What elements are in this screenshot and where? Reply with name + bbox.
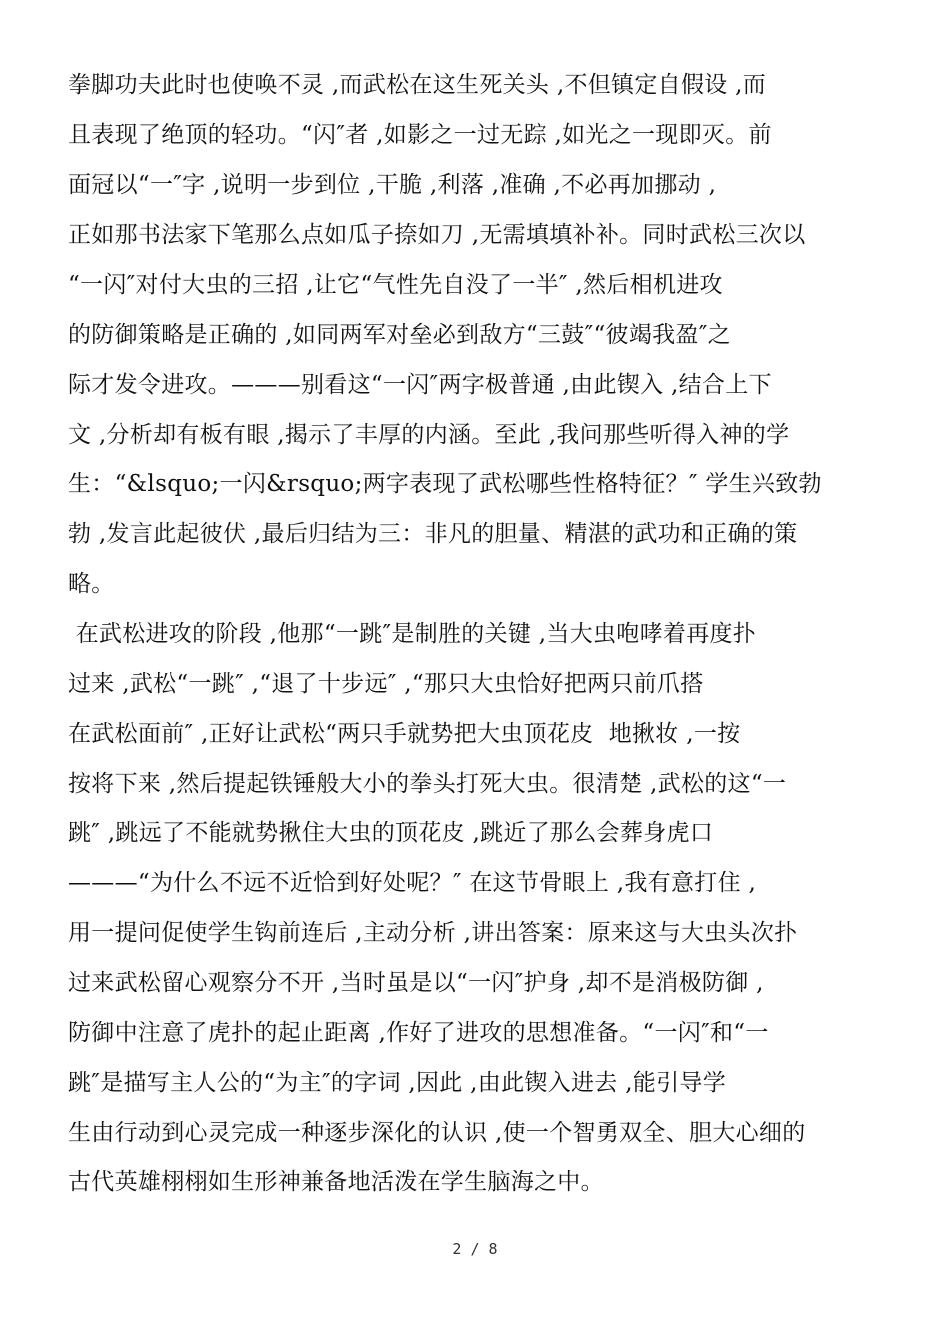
text-line: 文 ,分析却有板有眼 ,揭示了丰厚的内涵。至此 ,我问那些听得入神的学 [68, 422, 790, 448]
text-line: 拳脚功夫此时也使唤不灵 ,而武松在这生死关头 ,不但镇定自假设 ,而 [68, 72, 767, 98]
text-line: 在武松进攻的阶段 ,他那“一跳″是制胜的关键 ,当大虫咆哮着再度扑 [68, 621, 757, 647]
text-line: 过来 ,武松“一跳″ ,“退了十步远″ ,“那只大虫恰好把两只前爪搭 [68, 671, 704, 697]
text-line: 跳″是描写主人公的“为主″的字词 ,因此 ,由此锲入进去 ,能引导学 [68, 1070, 727, 1096]
text-line: 跳″ ,跳远了不能就势揪住大虫的顶花皮 ,跳近了那么会葬身虎口 [68, 820, 714, 846]
text-line: 防御中注意了虎扑的起止距离 ,作好了进攻的思想准备。“一闪″和“一 [68, 1020, 769, 1046]
text-line: 在武松面前″ ,正好让武松“两只手就势把大虫顶花皮 地揪妆 ,一按 [68, 721, 741, 747]
text-line: 面冠以“一″字 ,说明一步到位 ,干脆 ,利落 ,准确 ,不必再加挪动 , [68, 172, 717, 198]
text-line: “一闪″对付大虫的三招 ,让它“气性先自没了一半″ ,然后相机进攻 [68, 272, 723, 298]
text-line: 际才发令进攻。———别看这“一闪″两字极普通 ,由此锲入 ,结合上下 [68, 372, 772, 398]
text-line: 的防御策略是正确的 ,如同两军对垒必到敌方“三鼓″“彼竭我盈″之 [68, 322, 731, 348]
text-line: 生由行动到心灵完成一种逐步深化的认识 ,使一个智勇双全、胆大心细的 [68, 1120, 806, 1146]
text-line: 按将下来 ,然后提起铁锤般大小的拳头打死大虫。很清楚 ,武松的这“一 [68, 771, 787, 797]
page-number: 2 / 8 [452, 1240, 498, 1258]
text-line: 用一提问促使学生钩前连后 ,主动分析 ,讲出答案：原来这与大虫头次扑 [68, 920, 798, 946]
text-line: 生：“&lsquo;一闪&rsquo;两字表现了武松哪些性格特征？″ 学生兴致勃 [68, 471, 822, 497]
text-line: 勃 ,发言此起彼伏 ,最后归结为三：非凡的胆量、精湛的武功和正确的策 [68, 521, 798, 547]
text-line: 略。 [68, 571, 115, 597]
text-line: 过来武松留心观察分不开 ,当时虽是以“一闪″护身 ,却不是消极防御 , [68, 970, 764, 996]
text-line: ———“为什么不远不近恰到好处呢？″ 在这节骨眼上 ,我有意打住 , [68, 870, 757, 896]
text-line: 且表现了绝顶的轻功。“闪″者 ,如影之一过无踪 ,如光之一现即灭。前 [68, 122, 772, 148]
text-line: 正如那书法家下笔那么点如瓜子捺如刀 ,无需填填补补。同时武松三次以 [68, 222, 806, 248]
text-line: 古代英雄栩栩如生形神兼备地活泼在学生脑海之中。 [68, 1169, 604, 1195]
